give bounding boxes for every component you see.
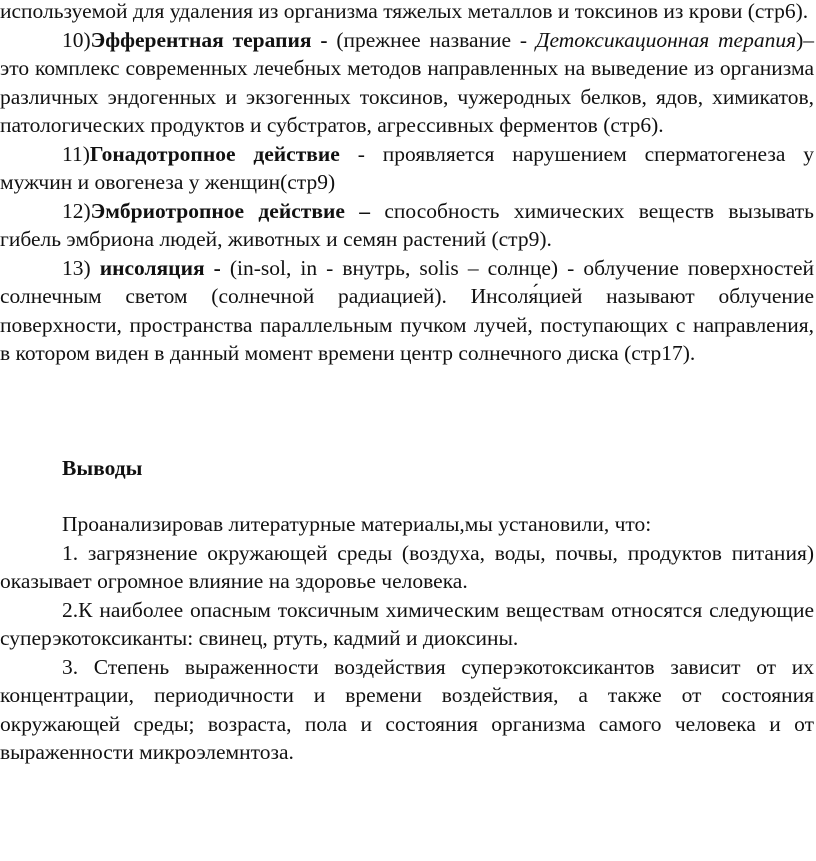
conclusions-intro-text: Проанализировав литературные материалы,мы установили, что:: [62, 512, 652, 536]
definition-text: )– это комплекс современных лечебных методов направленных на выведение из организма различных эндогенных и экзогенных токсинов, чужеродных белков, ядов, химикатов, патологических продуктов и субстратов, агрессивных ферментов (стр6).: [0, 27, 814, 137]
definition-term: инсоляция -: [99, 255, 221, 280]
conclusion-point-3: [0, 653, 814, 767]
continuation-paragraph: [0, 0, 814, 26]
definition-12: [0, 197, 814, 254]
conclusion-text: 1. загрязнение окружающей среды (воздуха, воды, почвы, продуктов питания) оказывает огромное влияние на здоровье человека.: [0, 540, 814, 593]
conclusions-heading: Выводы: [62, 455, 143, 480]
continuation-text: используемой для удаления из организма тяжелых металлов и токсинов из крови (стр6).: [0, 0, 809, 23]
definition-number: 12): [62, 198, 91, 223]
definition-term: Эфферентная терапия -: [90, 27, 328, 52]
definition-italic: Детоксикационная терапия: [535, 27, 797, 52]
definition-pre: (прежнее название -: [327, 27, 536, 52]
definition-term: Гонадотропное действие: [89, 141, 340, 166]
definition-text: способность химических веществ вызывать гибель эмбриона людей, животных и семян растений (стр9).: [0, 198, 814, 251]
conclusion-text: 2.К наиболее опасным токсичным химическим веществам относятся следующие суперэкотоксиканты: свинец, ртуть, кадмий и диоксины.: [0, 597, 814, 650]
definition-number: 11): [62, 141, 90, 166]
conclusion-point-2: [0, 596, 814, 653]
conclusions-intro: [0, 510, 814, 539]
definition-text: - проявляется нарушением сперматогенеза у мужчин и овогенеза у женщин(стр9): [0, 141, 814, 194]
definition-term: Эмбриотропное действие –: [90, 198, 371, 223]
definition-number: 13): [62, 255, 100, 280]
heading-spacer: [0, 482, 814, 510]
section-spacer: [0, 368, 814, 454]
conclusion-point-1: [0, 539, 814, 596]
definition-13: [0, 254, 814, 368]
definition-11: [0, 140, 814, 197]
conclusion-text: 3. Степень выраженности воздействия суперэкотоксикантов зависит от их концентрации, периодичности и времени воздействия, а также от состояния окружающей среды; возраста, пола и состояния организма самого человека и от выраженности микроэлемнтоза.: [0, 654, 814, 764]
definition-text: (in-sol, in - внутрь, solis – солнце) - облучение поверхностей солнечным светом (солнечной радиацией). Инсоля́цией называют облучение поверхности, пространства параллельным пучком лучей, поступающих с направления, в котором виден в данный момент времени центр солнечного диска (стр17).: [0, 255, 814, 365]
definition-number: 10): [62, 27, 91, 52]
definition-10: [0, 26, 814, 140]
